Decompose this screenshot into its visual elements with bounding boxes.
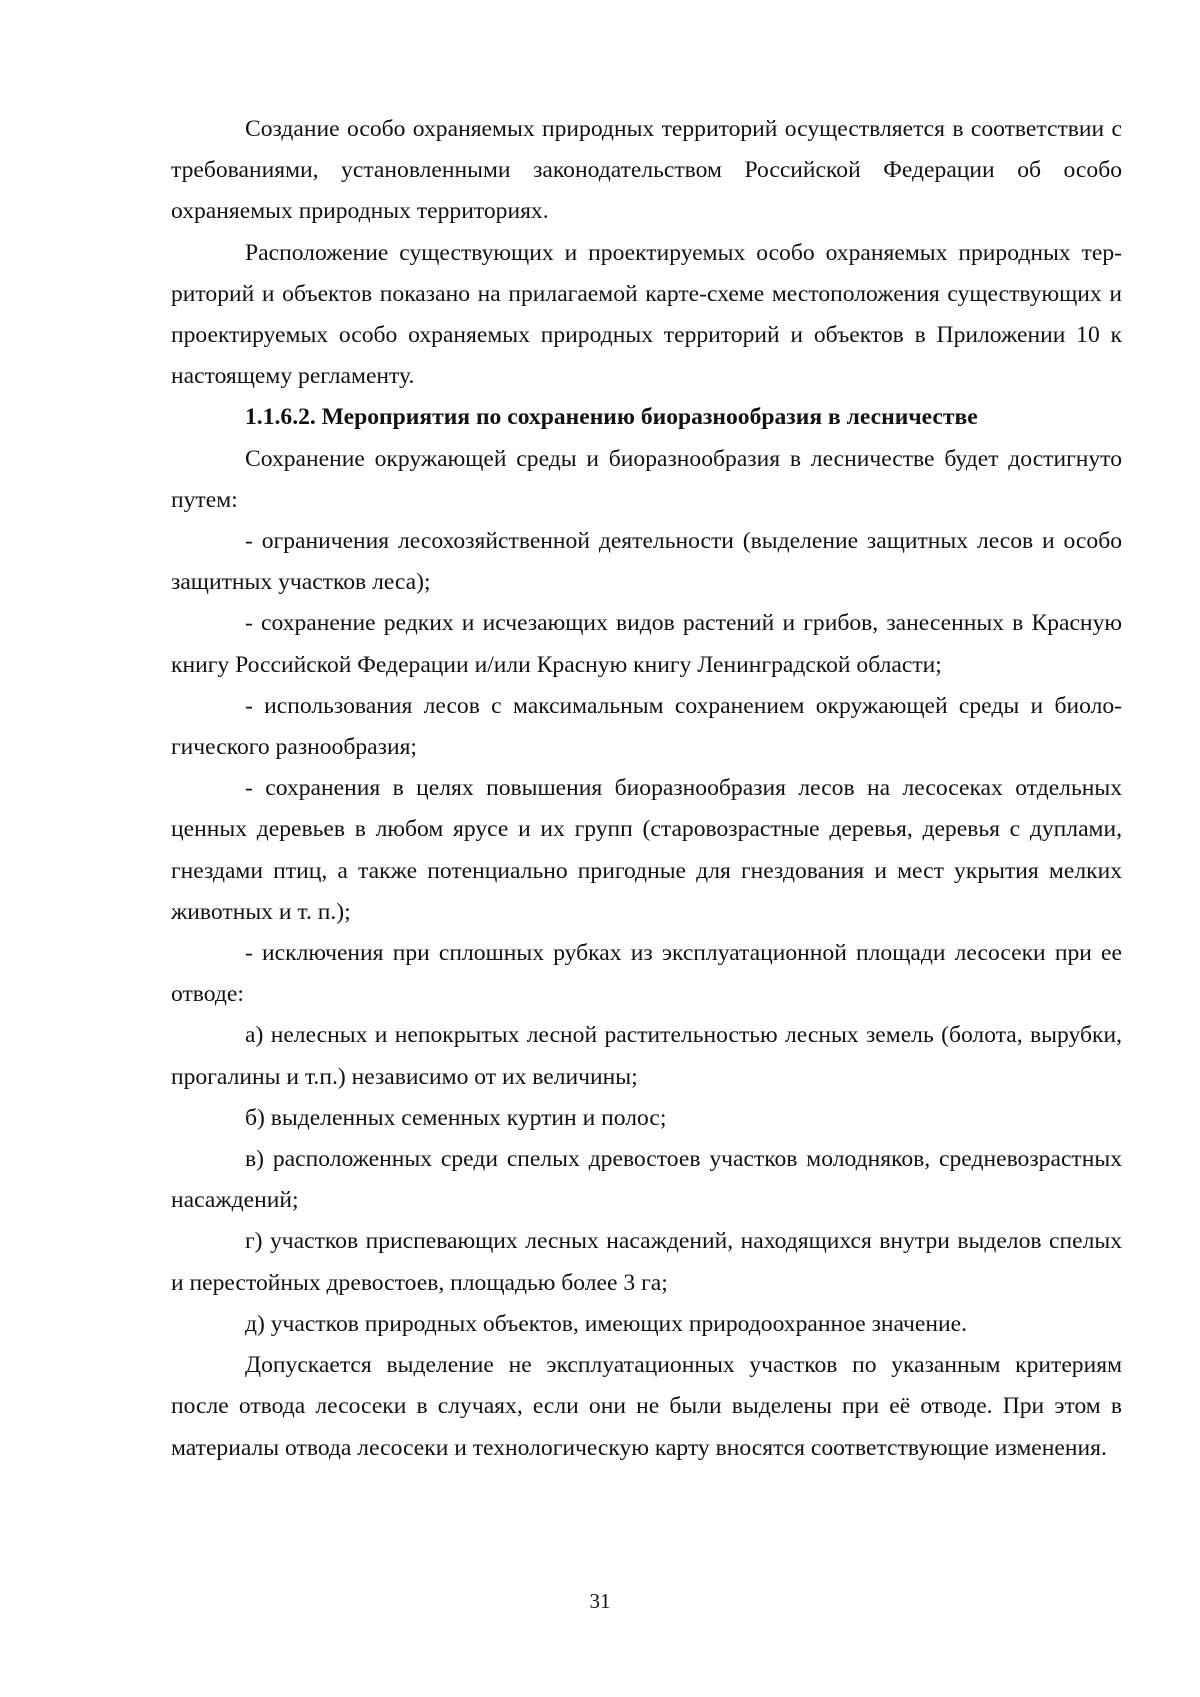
document-page — [171, 109, 1122, 1469]
paragraph-non-exploitation-areas: Допускается выделение не эксплуатационных участков по указанным критериям после отвода лесосеки в случаях, если они не были выделены при её отводе. При этом в материалы отвода лесосеки и технологическую карту вносятся соответствующие изменения. — [171, 1352, 1122, 1461]
sublist-item-b: б) выделенных семенных куртин и полос; — [245, 1104, 667, 1131]
list-item-valuable-trees: - сохранения в целях повышения биоразнообразия лесов на лесосеках отдельных ценных деревьев в любом ярусе и их групп (старовозрастные деревья, деревья с дуплами, гнездами птиц, а также потенциально пригодные для гнездования и мест укрытия мелких животных и т. п.); — [171, 775, 1122, 925]
list-item-forest-use: - использования лесов с максимальным сохранением окружающей среды и биологического разнообразия; — [171, 692, 1122, 761]
list-item-rare-species: - сохранение редких и исчезающих видов растений и грибов, занесенных в Красную книгу Российской Федерации и/или Красную книгу Ленинградской области; — [171, 610, 1122, 678]
sublist-item-g: г) участков приспевающих лесных насаждений, находящихся внутри выделов спелых и перестойных древостоев, площадью более 3 га; — [171, 1228, 1122, 1296]
list-item-exclusions: - исключения при сплошных рубках из эксплуатационной площади лесосеки при ее отводе: — [171, 940, 1122, 1008]
paragraph-protected-areas-location: Расположение существующих и проектируемых особо охраняемых природных территорий и объектов показано на прилагаемой карте-схеме местоположения существующих и проектируемых особо охраняемых природных территорий и объектов в Приложении 10 к настоящему регламенту. — [171, 239, 1122, 390]
paragraph-biodiversity-intro: Сохранение окружающей среды и биоразнообразия в лесничестве будет достигнуто путем: — [171, 445, 1122, 513]
sublist-item-a: а) нелесных и непокрытых лесной растительностью лесных земель (болота, вырубки, прогалины и т.п.) независимо от их величины; — [171, 1022, 1122, 1090]
section-heading: 1.1.6.2. Мероприятия по сохранению биоразнообразия в лесничестве — [245, 404, 978, 431]
sublist-item-v: в) расположенных среди спелых древостоев участков молодняков, средневозрастных насаждений; — [171, 1146, 1122, 1214]
paragraph-protected-areas-creation: Создание особо охраняемых природных территорий осуществляется в соответствии с требованиями, установленными законодательством Российской Федерации об особо охраняемых природных территориях. — [171, 116, 1122, 225]
sublist-item-d: д) участков природных объектов, имеющих природоохранное значение. — [245, 1310, 968, 1337]
list-item-forestry-limits: - ограничения лесохозяйственной деятельности (выделение защитных лесов и особо защитных участков леса); — [171, 528, 1122, 596]
page-number: 31 — [589, 1589, 611, 1613]
